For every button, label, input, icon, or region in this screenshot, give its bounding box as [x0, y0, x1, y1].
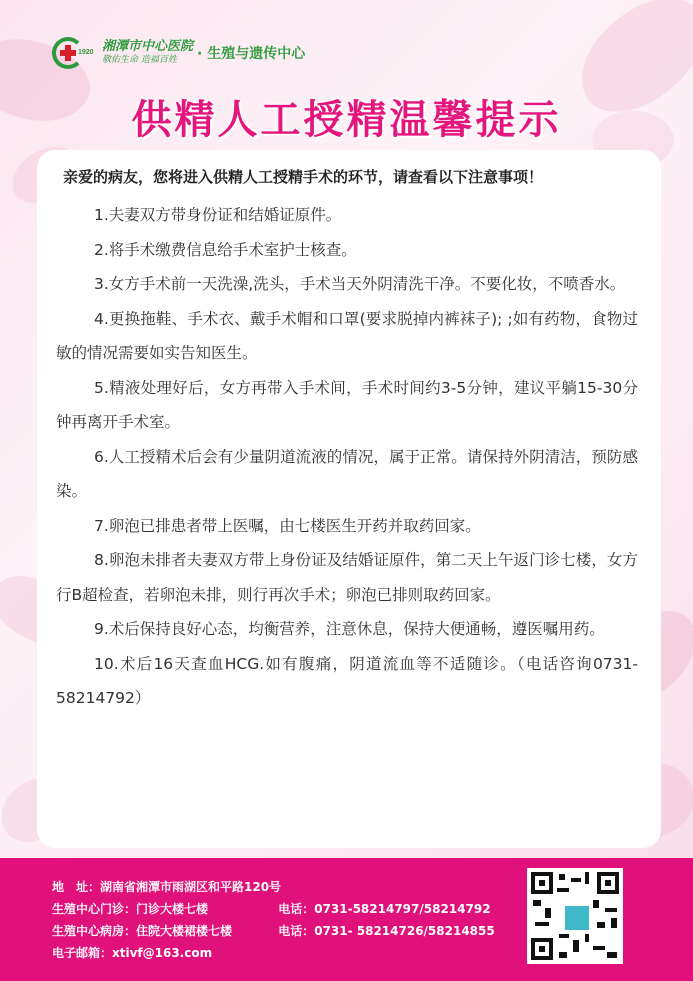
notice-item-8: 8.卵泡未排者夫妻双方带上身份证及结婚证原件，第二天上午返门诊七楼，女方行B超检查，若卵泡未排，则行再次手术；卵泡已排则取药回家。 — [56, 551, 638, 604]
notice-item-5: 5.精液处理好后，女方再带入手术间，手术时间约3-5分钟，建议平躺15-30分钟再离开手术室。 — [56, 378, 638, 431]
clinic-phone: 电话：0731-58214797/58214792 — [278, 902, 491, 916]
department-name: · 生殖与遗传中心 — [197, 46, 306, 62]
page-title: 供精人工授精温馨提示 — [131, 97, 562, 143]
logo-year: 1920 — [78, 49, 94, 56]
ward-location: 生殖中心病房：住院大楼裙楼七楼 — [52, 924, 233, 938]
intro-text: 亲爱的病友，您将进入供精人工授精手术的环节，请查看以下注意事项！ — [63, 168, 544, 186]
notice-item-2: 2.将手术缴费信息给手术室护士核查。 — [94, 240, 357, 259]
notice-item-7: 7.卵泡已排患者带上医嘱，由七楼医生开药并取药回家。 — [94, 516, 481, 535]
qr-code-icon — [527, 868, 623, 964]
notice-item-6: 6.人工授精术后会有少量阴道流液的情况，属于正常。请保持外阴清洁，预防感染。 — [56, 447, 638, 500]
notice-item-9: 9.术后保持良好心态，均衡营养，注意休息，保持大便通畅，遵医嘱用药。 — [94, 620, 605, 638]
notice-item-4: 4.更换拖鞋、手术衣、戴手术帽和口罩(要求脱掉内裤袜子); ;如有药物，食物过敏的情况需要如实告知医生。 — [56, 309, 638, 362]
notice-list — [56, 198, 638, 716]
notice-item-1: 1.夫妻双方带身份证和结婚证原件。 — [94, 206, 342, 224]
address-text: 地 址：湖南省湘潭市雨湖区和平路120号 — [52, 880, 282, 894]
email-text: 电子邮箱：xtivf@163.com — [52, 946, 213, 960]
hospital-name: 湘潭市中心医院 — [102, 39, 194, 55]
notice-item-10: 10.术后16天查血HCG.如有腹痛，阴道流血等不适随诊。（电话咨询0731-58214792） — [56, 654, 638, 707]
ward-phone: 电话：0731- 58214726/58214855 — [278, 924, 495, 938]
clinic-location: 生殖中心门诊：门诊大楼七楼 — [52, 902, 209, 916]
notice-card — [37, 150, 661, 848]
hospital-logo-icon — [52, 35, 96, 71]
hospital-motto: 敬佑生命 造福百姓 — [102, 55, 177, 66]
hospital-header — [52, 32, 305, 74]
contact-footer — [0, 858, 693, 981]
notice-item-3: 3.女方手术前一天洗澡,洗头，手术当天外阴清洗干净。不要化妆，不喷香水。 — [94, 275, 626, 293]
